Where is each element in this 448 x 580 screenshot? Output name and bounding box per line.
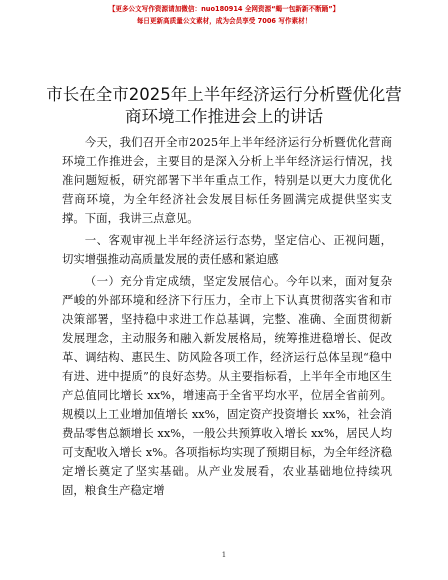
section-heading-1: 一、客观审视上半年经济运行态势，坚定信心、正视问题，切实增强推动高质量发展的责任感和紧迫感 (62, 233, 392, 266)
paragraph-achievements: （一）充分肯定成绩，坚定发展信心。今年以来，面对复杂严峻的外部环境和经济下行压力，全市上下认真贯彻落实省和市决策部署，坚持稳中求进工作总基调，完整、准确、全面贯彻新发展理念，主动服务和融入新发展格局，统筹推进稳增长、促改革、调结构、惠民生、防风险各项工作，经济运行总体呈现“稳中有进、进中提质”的良好态势。从主要指标看，上半年全市地区生产总值同比增长 xx%，增速高于全省平均水平，位居全省前列。规模以上工业增加值增长 xx%，固定资产投资增长 xx%，社会消费品零售总额增长 xx%，一般公共预算收入增长 xx%，居民人均可支配收入增长 x%。各项指标均实现了预期目标，为全年经济稳定增长奠定了坚实基础。从产业发展看，农业基础地位持续巩固，粮食生产稳定增 (62, 274, 392, 497)
promo-banner (0, 4, 448, 26)
document-title: 市长在全市2025年上半年经济运行分析暨优化营商环境工作推进会上的讲话 (46, 85, 402, 126)
promo-line-2: 每日更新高质量公文素材，成为会员享受 7006 写作素材！ (136, 17, 312, 25)
paragraph-intro: 今天，我们召开全市2025年上半年经济运行分析暨优化营商环境工作推进会，主要目的是深入分析上半年经济运行情况，找准问题短板，研究部署下半年重点工作，特别是以更大力度优化营商环境，为全年经济社会发展目标任务圆满完成提供坚实支撑。下面，我讲三点意见。 (62, 135, 392, 225)
page-number: 1 (221, 551, 227, 559)
promo-line-1: 【更多公文写作资源请加微信：nuo180914 全网资源“蝎一包新新不断踊”】 (108, 5, 340, 13)
document-body (62, 133, 392, 500)
